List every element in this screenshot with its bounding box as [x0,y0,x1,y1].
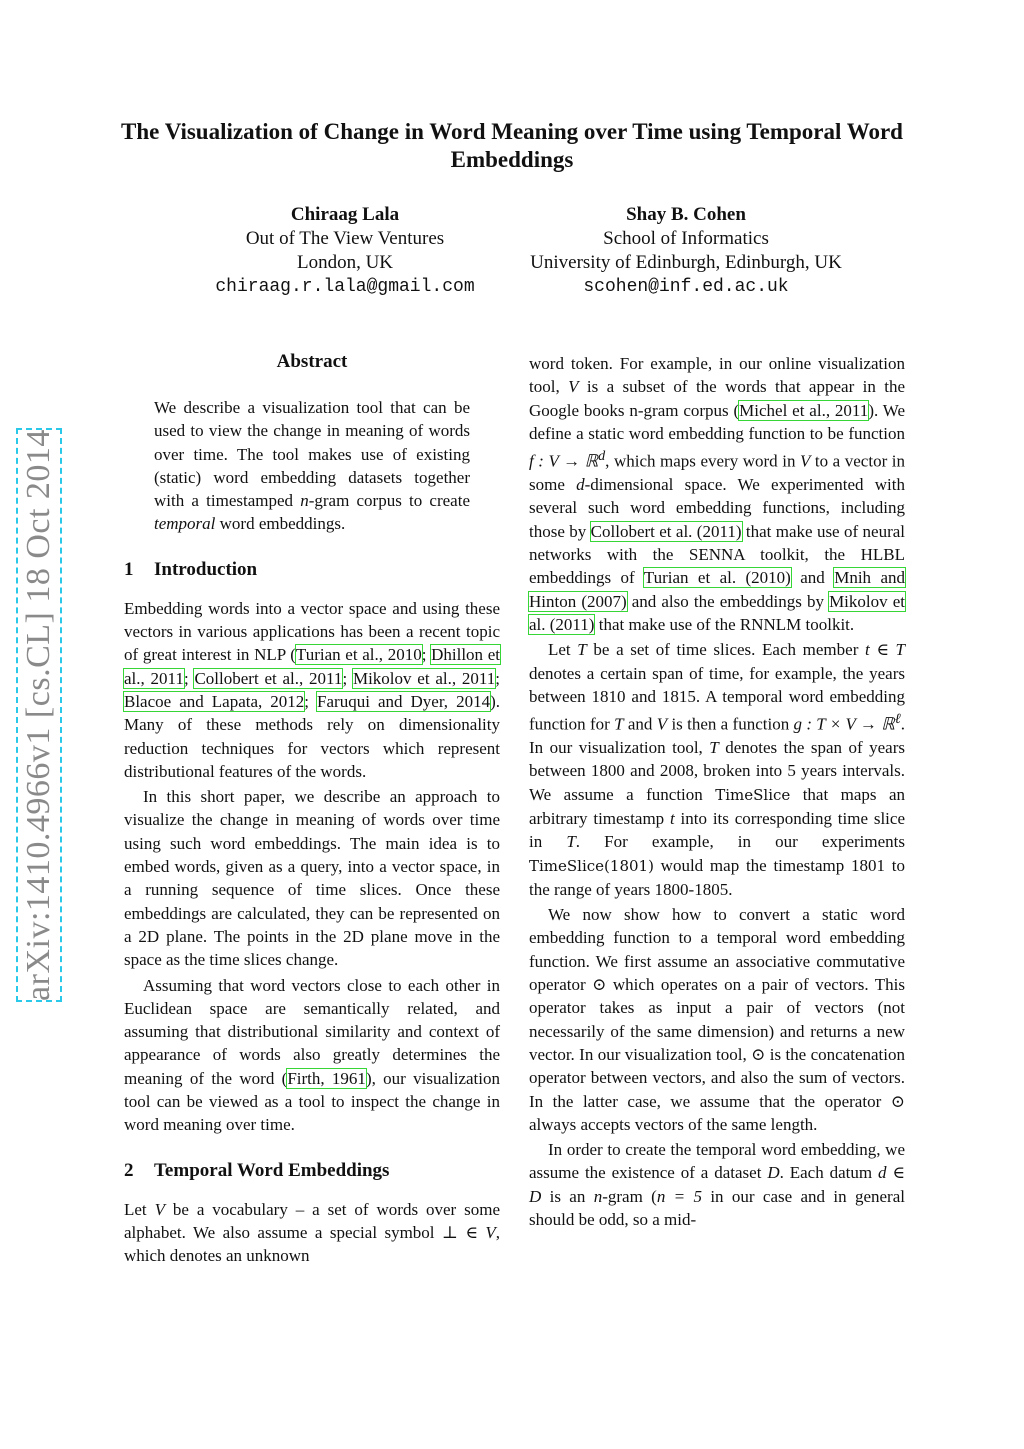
citation-link[interactable]: Mikolov et al., 2011 [352,668,496,688]
author-affiliation: Out of The View Ventures [245,228,445,249]
citation-link[interactable]: Collobert et al., 2011 [194,668,343,688]
arxiv-stamp-link[interactable] [16,428,62,1002]
citation-link[interactable]: Turian et al., 2010 [295,645,422,665]
section2-paragraph-1-cont: word token. For example, in our online visualization tool, V is a subset of the words that appear in the Google books n-gram corpus (Michel et al., 2011). We define a static word embedding function to be function f : V → ℝ$^d$, which maps every word in V to a vector in some d-dimensional space. We experimented with several such word embedding functions, including those by Collobert et al. (2011) that make use of neural networks with the SENNA toolkit, the HLBL embeddings of Turian et al. (2010) and Mnih and Hinton (2007) and also the embeddings by Mikolov et al. (2011) that make use of the RNNLM toolkit. [529,354,906,634]
section-heading-introduction: 1 Introduction [124,558,258,580]
citation-link[interactable]: Mikolov et al. (2011) [529,591,905,634]
author-block-cohen [500,203,872,299]
section2-paragraph-4: In order to create the temporal word embedding, we assume the existence of a dataset D. Each datum d ∈ D is an n-gram (n = 5 in our case and in general should be odd, so a mid- [529,1140,905,1229]
left-column [124,350,500,1268]
citation-link[interactable]: Mnih and Hinton (2007) [529,568,906,611]
right-column [529,352,905,1231]
author-email[interactable]: scohen@inf.ed.ac.uk [583,277,789,297]
intro-paragraph-2: In this short paper, we describe an approach to visualize the change in meaning of words over time using such word embeddings. The main idea is to embed words, given as a query, into a vector space, in a running sequence of time slices. Once these embeddings are calculated, they can be represented on a 2D plane. The points in the 2D plane move in the space as the time slices change. [124,787,500,970]
citation-link[interactable]: Michel et al., 2011 [739,400,869,420]
abstract-text: We describe a visualization tool that can be used to view the change in meaning of words over time. The tool makes use of existing (static) word embedding datasets together with a timestamped n-gram corpus to create temporal word embeddings. [154,398,470,534]
author-location: University of Edinburgh, Edinburgh, UK [530,252,842,273]
paper-title: The Visualization of Change in Word Meaning over Time using Temporal Word Embeddings [121,119,903,172]
author-block-lala [170,203,520,299]
author-name: Shay B. Cohen [626,204,746,225]
citation-link[interactable]: Collobert et al. (2011) [590,521,742,541]
section2-paragraph-1-start: Let V be a vocabulary – a set of words over some alphabet. We also assume a special symbol ⊥ ∈ V, which denotes an unknown [124,1199,500,1266]
author-affiliation: School of Informatics [603,228,769,249]
author-email[interactable]: chiraag.r.lala@gmail.com [215,277,475,297]
intro-paragraph-3: Assuming that word vectors close to each other in Euclidean space are semantically related, and assuming that distributional similarity and context of appearance of words also greatly determines the meaning of the word (Firth, 1961), our visualization tool can be viewed as a tool to inspect the change in word meaning over time. [124,975,500,1135]
abstract-heading: Abstract [276,351,348,372]
citation-link[interactable]: Dhillon et al., 2011 [124,645,500,688]
arxiv-stamp-text: arXiv:1410.4966v1 [cs.CL] 18 Oct 2014 [20,429,57,1001]
citation-link[interactable]: Turian et al. (2010) [643,568,791,588]
section2-paragraph-2: Let T be a set of time slices. Each member t ∈ T denotes a certain span of time, for example, the years between 1810 and 1815. A temporal word embedding function for T and V is then a function g : T × V → ℝ$^\ell$. In our visualization tool, T denotes the span of years between 1800 and 2008, broken into 5 years intervals. We assume a function TimeSlice that maps an arbitrary timestamp t into its corresponding time slice in T. For example, in our experiments TimeSlice(1801) would map the timestamp 1801 to the range of years 1800-1805. [529,640,906,899]
citation-link[interactable]: Blacoe and Lapata, 2012 [124,691,305,711]
citation-link[interactable]: Firth, 1961 [287,1068,366,1088]
citation-link[interactable]: Faruqui and Dyer, 2014 [317,691,491,711]
intro-paragraph-1: Embedding words into a vector space and using these vectors in various applications has been a recent topic of great interest in NLP (Turian et al., 2010; Dhillon et al., 2011; Collobert et al., 2011; Mikolov et al., 2011; Blacoe and Lapata, 2012; Faruqui and Dyer, 2014). Many of these methods rely on dimensionality reduction techniques for vectors which represent distributional features of the words. [124,598,501,781]
author-location: London, UK [296,252,394,273]
section-heading-temporal-embeddings: 2 Temporal Word Embeddings [124,1159,390,1181]
section2-paragraph-3: We now show how to convert a static word embedding function to a temporal word embedding function. We first assume an associative commutative operator ⊙ which operates on a pair of vectors. This operator takes as input a pair of vectors (not necessarily of the same dimension) and returns a new vector. In our visualization tool, ⊙ is the concatenation operator between vectors, and also the sum of vectors. In the latter case, we assume that the operator ⊙ always accepts vectors of the same length. [529,905,905,1134]
author-name: Chiraag Lala [290,204,400,225]
